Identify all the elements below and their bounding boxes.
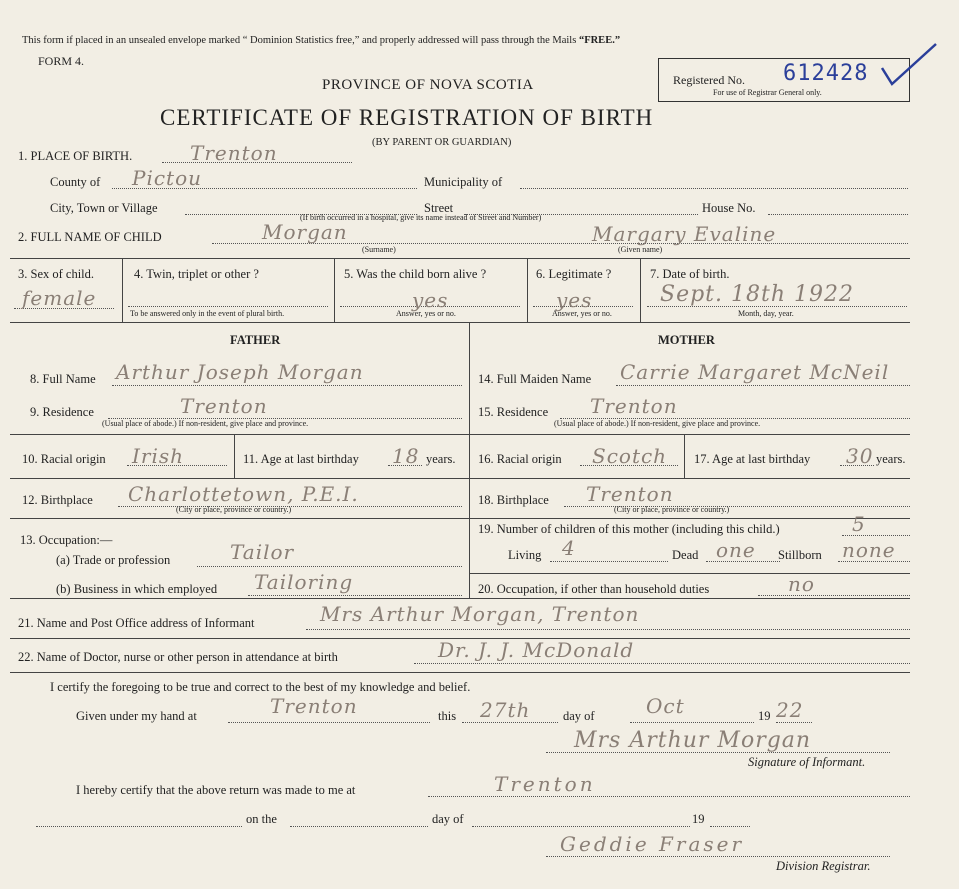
mother-age-label: 17. Age at last birthday [694,452,811,466]
registrar-year-prefix: 19 [692,812,705,826]
informant-signature: Mrs Arthur Morgan [574,728,812,753]
mother-racial-value: Scotch [592,444,668,468]
father-trade-label: (a) Trade or profession [56,553,171,567]
father-trade-value: Tailor [230,540,295,564]
place-of-birth-value: Trenton [190,141,278,165]
mother-birthplace-note: (City or place, province or country.) [614,505,730,514]
given-caption: (Given name) [618,245,663,254]
mother-occupation-label: 20. Occupation, if other than household duties [478,582,710,596]
this-day-value: 27th [480,698,531,722]
place-of-birth-label: 1. PLACE OF BIRTH. [18,149,133,163]
registered-label: Registered No. [673,73,745,87]
check-mark-icon [880,40,940,90]
given-under-hand-label: Given under my hand at [76,709,197,723]
form-number: FORM 4. [38,54,85,68]
legitimate-label: 6. Legitimate ? [536,267,612,281]
father-residence-value: Trenton [180,394,268,418]
child-given-value: Margary Evaline [592,222,777,246]
father-racial-value: Irish [132,444,185,468]
twin-note: To be answered only in the event of plural birth. [130,309,285,318]
father-occupation-label: 13. Occupation:— [20,533,113,547]
month-value: Oct [646,694,685,718]
registrar-day-of-label: day of [432,812,464,826]
mother-children-value: 5 [852,512,866,536]
father-business-value: Tailoring [254,570,354,594]
registrar-place-value: Trenton [494,772,596,796]
living-value: 4 [562,536,576,560]
year-prefix: 19 [758,709,771,723]
dead-label: Dead [672,548,699,562]
mail-notice: This form if placed in an unsealed envelope marked “ Dominion Statistics free,” and properly addressed will pass through the Mails “FREE.” [22,35,621,46]
this-label: this [438,709,457,723]
mother-birthplace-value: Trenton [586,482,674,506]
stillborn-label: Stillborn [778,548,822,562]
dob-note: Month, day, year. [738,309,794,318]
doctor-value: Dr. J. J. McDonald [438,638,635,662]
registrar-statement: I hereby certify that the above return was made to me at [76,783,356,797]
day-of-label: day of [563,709,595,723]
informant-label: 21. Name and Post Office address of Informant [18,616,255,630]
certification-statement: I certify the foregoing to be true and correct to the best of my knowledge and belief. [50,680,471,694]
on-the-label: on the [246,812,277,826]
sex-label: 3. Sex of child. [18,267,95,281]
mother-residence-value: Trenton [590,394,678,418]
registrar-use-note: For use of Registrar General only. [713,88,822,97]
child-name-label: 2. FULL NAME OF CHILD [18,230,162,244]
alive-value: yes [412,288,449,312]
page-subtitle: (BY PARENT OR GUARDIAN) [372,137,512,148]
mother-age-value: 30 [846,444,874,468]
alive-label: 5. Was the child born alive ? [344,267,487,281]
father-name-label: 8. Full Name [30,372,96,386]
father-years: years. [426,452,456,466]
legitimate-value: yes [556,288,593,312]
surname-caption: (Surname) [362,245,396,254]
house-label: House No. [702,201,756,215]
father-heading: FATHER [230,333,281,347]
registered-box [658,58,910,102]
mother-years: years. [876,452,906,466]
father-residence-label: 9. Residence [30,405,94,419]
registered-number: 612428 [783,61,869,86]
informant-signature-caption: Signature of Informant. [748,755,866,769]
father-birthplace-value: Charlottetown, P.E.I. [128,482,359,506]
father-age-value: 18 [392,444,420,468]
hospital-note: (If birth occurred in a hospital, give its name instead of Street and Number) [300,213,542,222]
dead-value: one [716,538,756,562]
father-racial-label: 10. Racial origin [22,452,106,466]
registrar-caption: Division Registrar. [776,859,871,873]
mother-occupation-value: no [788,572,815,596]
doctor-label: 22. Name of Doctor, nurse or other person in attendance at birth [18,650,338,664]
mother-name-value: Carrie Margaret McNeil [620,360,890,384]
legitimate-note: Answer, yes or no. [552,309,612,318]
municipality-label: Municipality of [424,175,503,189]
province-heading: PROVINCE OF NOVA SCOTIA [322,77,534,93]
page-title: CERTIFICATE OF REGISTRATION OF BIRTH [160,105,654,130]
city-label: City, Town or Village [50,201,158,215]
alive-note: Answer, yes or no. [396,309,456,318]
informant-value: Mrs Arthur Morgan, Trenton [320,602,640,626]
twin-label: 4. Twin, triplet or other ? [134,267,259,281]
living-label: Living [508,548,542,562]
mother-heading: MOTHER [658,333,715,347]
mother-children-label: 19. Number of children of this mother (including this child.) [478,522,780,536]
street-label: Street [424,201,454,215]
sex-value: female [22,286,97,310]
mother-name-label: 14. Full Maiden Name [478,372,592,386]
father-age-label: 11. Age at last birthday [243,452,359,466]
mother-racial-label: 16. Racial origin [478,452,562,466]
mother-residence-note: (Usual place of abode.) If non-resident, give place and province. [554,419,761,428]
father-business-label: (b) Business in which employed [56,582,218,596]
father-birthplace-note: (City or place, province or country.) [176,505,292,514]
registrar-signature: Geddie Fraser [560,832,745,856]
father-residence-note: (Usual place of abode.) If non-resident, give place and province. [102,419,309,428]
dob-label: 7. Date of birth. [650,267,730,281]
county-value: Pictou [132,166,203,190]
stillborn-value: none [842,538,896,562]
child-surname-value: Morgan [262,220,348,244]
mother-residence-label: 15. Residence [478,405,549,419]
county-label: County of [50,175,101,189]
father-name-value: Arthur Joseph Morgan [116,360,364,384]
dob-value: Sept. 18th 1922 [660,282,854,307]
father-birthplace-label: 12. Birthplace [22,493,93,507]
year-value: 22 [776,698,804,722]
mother-birthplace-label: 18. Birthplace [478,493,549,507]
given-place-value: Trenton [270,694,358,718]
